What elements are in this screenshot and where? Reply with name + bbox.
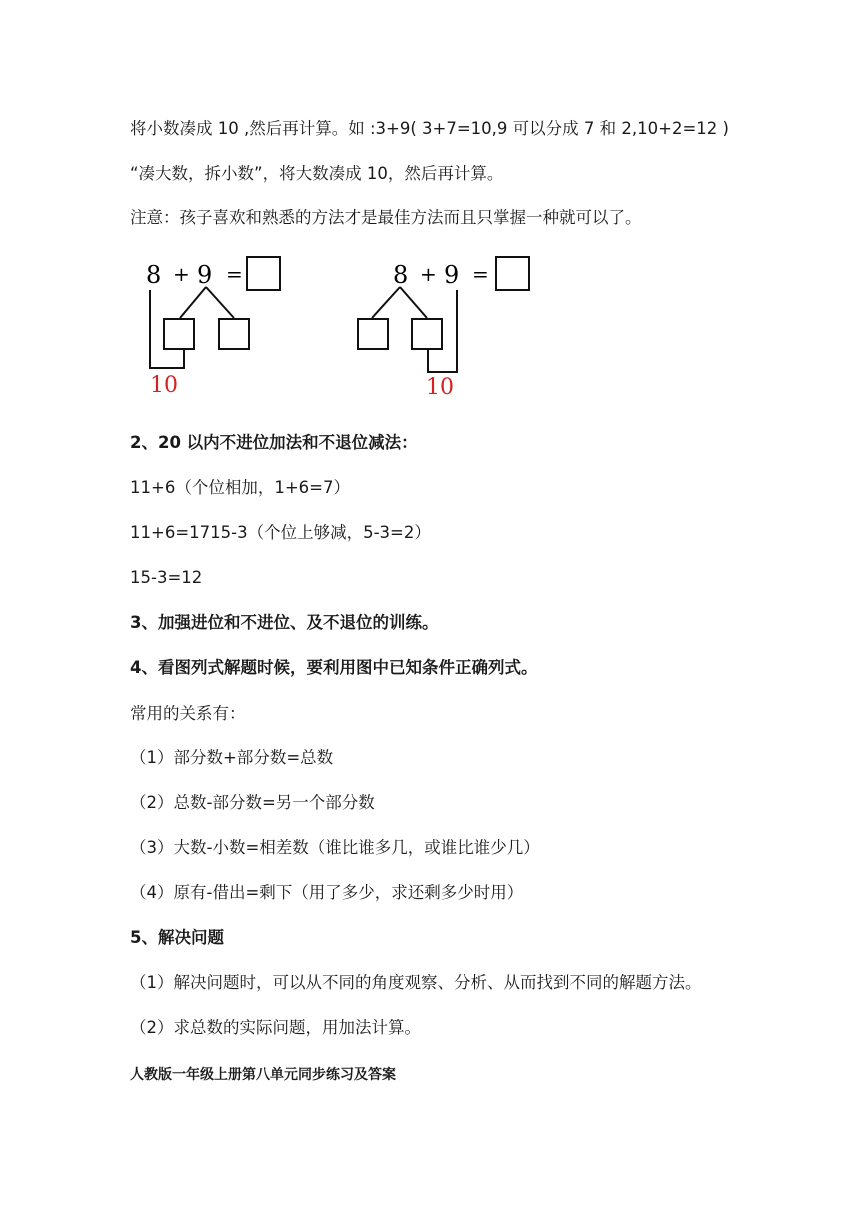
diagram-left-num-a: 8 [146,261,162,289]
relation-1: （1）部分数+部分数=总数 [130,748,334,767]
relation-3: （3）大数-小数=相差数（谁比谁多几，或谁比谁少几） [130,838,540,857]
heading-4: 4、看图列式解题时候，要利用图中已知条件正确列式。 [130,658,538,677]
diagram-left-plus: + [173,262,190,286]
diagram-left-num-b: 9 [197,261,213,289]
diagram-left-branch-l [180,287,206,318]
make-ten-diagram [130,246,550,406]
text-2a: 11+6（个位相加，1+6=7） [130,478,350,497]
text-2c: 15-3=12 [130,568,203,587]
diagram-right-answer-box [496,257,529,290]
heading-5: 5、解决问题 [130,928,224,947]
diagram-right-equals: = [472,262,489,286]
diagram-right-box-2 [412,319,442,349]
text-line-1: 将小数凑成 10 ,然后再计算。如 :3+9( 3+7=10,9 可以分成 7 和 2,10+2=12 ) [130,119,729,138]
diagram-left-box-2 [219,319,249,349]
text-line-3: 注意：孩子喜欢和熟悉的方法才是最佳方法而且只掌握一种就可以了。 [130,208,642,227]
text-line-2: “凑大数，拆小数”，将大数凑成 10，然后再计算。 [130,164,504,183]
diagram-left [146,257,280,398]
solve-2: （2）求总数的实际问题，用加法计算。 [130,1018,421,1037]
text-2b: 11+6=1715-3（个位上够减，5-3=2） [130,523,431,542]
diagram-right-num-a: 8 [393,261,409,289]
text-4: 常用的关系有： [130,704,246,723]
diagram-right [358,257,529,400]
relation-4: （4）原有-借出=剩下（用了多少，求还剩多少时用） [130,883,524,902]
relation-2: （2）总数-部分数=另一个部分数 [130,793,375,812]
heading-3: 3、加强进位和不进位、及不退位的训练。 [130,613,439,632]
diagram-right-ten: 10 [426,375,454,400]
heading-2: 2、20 以内不进位加法和不退位减法： [130,433,418,452]
diagram-right-num-b: 9 [444,261,460,289]
diagram-left-equals: = [226,262,243,286]
footer-title: 人教版一年级上册第八单元同步练习及答案 [130,1067,396,1083]
diagram-right-plus: + [420,262,437,286]
diagram-right-branch-l [372,287,400,318]
diagram-left-answer-box [247,257,280,290]
diagram-left-ten: 10 [150,373,178,398]
solve-1: （1）解决问题时，可以从不同的角度观察、分析、从而找到不同的解题方法。 [130,973,702,992]
diagram-left-box-1 [164,319,194,349]
diagram-right-box-1 [358,319,388,349]
diagram-left-branch-r [206,287,234,318]
diagram-right-branch-r [400,287,427,318]
diagram-left-bracket [150,290,184,368]
